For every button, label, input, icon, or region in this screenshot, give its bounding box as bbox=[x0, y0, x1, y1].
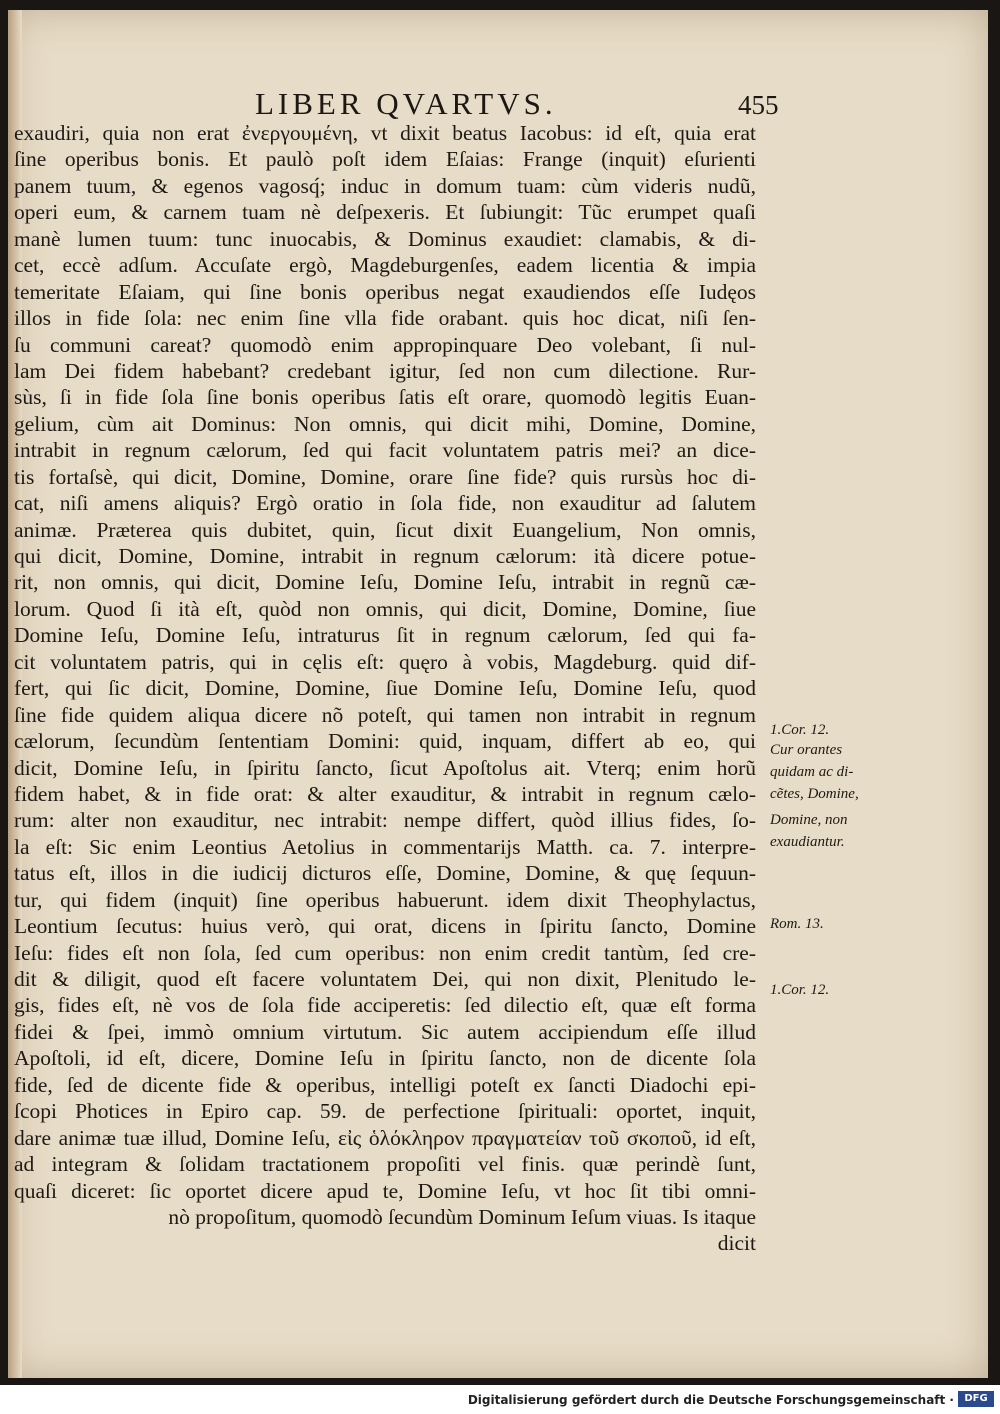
text-line: ſine fide quidem aliqua dicere nõ poteſt, qui tamen non intrabit in regnum bbox=[14, 702, 756, 727]
text-line: Ieſu: fides eſt non ſola, ſed cum operibus: non enim credit tantùm, ſed cre- bbox=[14, 940, 756, 965]
marginal-note: Domine, non bbox=[770, 812, 848, 828]
dfg-logo: DFG bbox=[958, 1391, 994, 1407]
text-line: sùs, ſi in fide ſola ſine bonis operibus ſatis eſt orare, quomodò legitis Euan- bbox=[14, 385, 756, 410]
marginal-note: Cur orantes bbox=[770, 742, 843, 758]
text-line: temeritate Eſaiam, qui ſine bonis operibus negat exaudiendos eſſe Iudęos bbox=[14, 279, 756, 304]
text-line: fert, qui ſic dicit, Domine, Domine, ſiue Domine Ieſu, Domine Ieſu, quod bbox=[14, 676, 756, 701]
text-line: fidem habet, & in fide orat: & alter exauditur, & intrabit in regnum cælo- bbox=[14, 781, 756, 806]
marginal-note: 1.Cor. 12. bbox=[770, 722, 830, 738]
text-line: animæ. Præterea quis dubitet, quin, ſicut dixit Euangelium, Non omnis, bbox=[14, 517, 756, 542]
text-line: cat, niſi amens aliquis? Ergò oratio in ſola fide, non exauditur ad ſalutem bbox=[14, 491, 756, 516]
text-line: la eſt: Sic enim Leontius Aetolius in commentarijs Matth. ca. 7. interpre- bbox=[14, 834, 756, 859]
text-line: ſcopi Photices in Epiro cap. 59. de perfectione ſpirituali: oportet, inquit, bbox=[14, 1099, 756, 1124]
text-line: dicit bbox=[717, 1231, 756, 1256]
text-line: operi eum, & carnem tuam nè deſpexeris. Et ſubiungit: Tũc erumpet quaſi bbox=[14, 200, 756, 225]
main-text-block bbox=[14, 120, 756, 1257]
marginal-note: 1.Cor. 12. bbox=[770, 982, 830, 998]
text-line: qui dicit, Domine, Domine, intrabit in regnum cælorum: ità dicere potue- bbox=[14, 544, 756, 568]
text-line: rum: alter non exauditur, nec intrabit: nempe differt, quòd illius fides, ſo- bbox=[14, 808, 756, 833]
running-head: LIBER QVARTVS. bbox=[255, 86, 557, 121]
text-line: intrabit in regnum cælorum, ſed qui facit voluntatem patris mei? an dice- bbox=[14, 438, 756, 463]
text-line: gis, fides eſt, nè vos de ſola fide acciperetis: ſed dilectio eſt, quæ eſt forma bbox=[14, 993, 756, 1018]
text-line: ad integram & ſolidam tractationem propoſiti vel finis. quæ perindè ſunt, bbox=[14, 1152, 756, 1177]
text-line: dare animæ tuæ illud, Domine Ieſu, εἰς ὁλόκληρον πραγματείαν τοῦ σκοποῦ, id eſt, bbox=[14, 1125, 756, 1150]
page-number: 455 bbox=[738, 90, 779, 120]
text-line: dicit, Domine Ieſu, in ſpiritu ſancto, ſicut Apoſtolus ait. Vterq; enim horũ bbox=[14, 755, 756, 780]
text-line: cit voluntatem patris, qui in cęlis eſt: quęro à vobis, Magdeburg. quid dif- bbox=[14, 649, 756, 674]
text-line: lorum. Quod ſi ità eſt, quòd non omnis, qui dicit, Domine, Domine, ſiue bbox=[14, 596, 756, 621]
text-line: nò propoſitum, quomodò ſecundùm Dominum Ieſum viuas. Is itaque bbox=[168, 1204, 756, 1229]
text-line: fide, ſed de dicente fide & operibus, intelligi poteſt ex ſancti Diadochi epi- bbox=[14, 1072, 756, 1097]
text-line: gelium, cùm ait Dominus: Non omnis, qui dicit mihi, Domine, Domine, bbox=[14, 411, 756, 436]
text-line: manè lumen tuum: tunc inuocabis, & Dominus exaudiet: clamabis, & di- bbox=[14, 226, 756, 251]
text-line: exaudiri, quia non erat ἐνεργουμένη, vt dixit beatus Iacobus: id eſt, quia erat bbox=[14, 121, 756, 145]
text-line: fidei & ſpei, immò omnium virtutum. Sic autem accipiendum eſſe illud bbox=[14, 1019, 756, 1044]
marginal-note: quidam ac di- bbox=[770, 764, 854, 780]
text-line: Domine Ieſu, Domine Ieſu, intraturus ſit in regnum cælorum, ſed qui fa- bbox=[14, 623, 756, 648]
text-line: cet, eccè adſum. Accuſate ergò, Magdeburgenſes, eadem licentia & impia bbox=[14, 253, 756, 278]
marginal-note: Rom. 13. bbox=[770, 916, 824, 932]
text-line: tis fortaſsè, qui dicit, Domine, Domine, orare ſine fide? quis rursùs hoc di- bbox=[14, 464, 756, 489]
text-line: quaſi diceret: ſic oportet dicere apud te, Domine Ieſu, vt hoc ſit tibi omni- bbox=[14, 1178, 756, 1203]
text-line: lam Dei fidem habebant? credebant igitur, ſed non cum dilectione. Rur- bbox=[14, 358, 756, 383]
marginal-note: cẽtes, Domine, bbox=[770, 786, 859, 802]
text-line: ſine operibus bonis. Et paulò poſt idem Eſaias: Frange (inquit) eſurienti bbox=[14, 147, 756, 172]
footer-bar bbox=[0, 1385, 1000, 1414]
text-line: Apoſtoli, id eſt, dicere, Domine Ieſu in ſpiritu ſancto, non de dicente ſola bbox=[14, 1046, 756, 1071]
marginal-note: exaudiantur. bbox=[770, 834, 845, 850]
text-line: tur, qui fidem (inquit) ſine operibus habuerunt. idem dixit Theophylactus, bbox=[14, 887, 756, 912]
text-line: illos in fide ſola: nec enim ſine vlla fide orabant. quis hoc dicat, niſi ſen- bbox=[14, 306, 756, 331]
text-line: cælorum, ſecundùm ſententiam Domini: quid, inquam, differt ab eo, qui bbox=[14, 729, 756, 754]
text-line: ſu communi careat? quomodò enim appropinquare Deo volebant, ſi nul- bbox=[14, 332, 756, 357]
text-line: Leontium ſecutus: huius verò, qui orat, dicens in ſpiritu ſancto, Domine bbox=[14, 914, 756, 939]
text-line: tatus eſt, illos in die iudicij dicturos eſſe, Domine, Domine, & quę ſequun- bbox=[14, 861, 756, 886]
funding-credit: Digitalisierung gefördert durch die Deutsche Forschungsgemeinschaft · bbox=[467, 1393, 954, 1407]
text-line: rit, non omnis, qui dicit, Domine Ieſu, Domine Ieſu, intrabit in regnũ cæ- bbox=[14, 570, 756, 595]
text-line: dit & diligit, quod eſt facere voluntatem Dei, qui non dixit, Plenitudo le- bbox=[14, 967, 756, 991]
text-line: panem tuum, & egenos vagosq́; induc in domum tuam: cùm videris nudũ, bbox=[14, 173, 756, 198]
